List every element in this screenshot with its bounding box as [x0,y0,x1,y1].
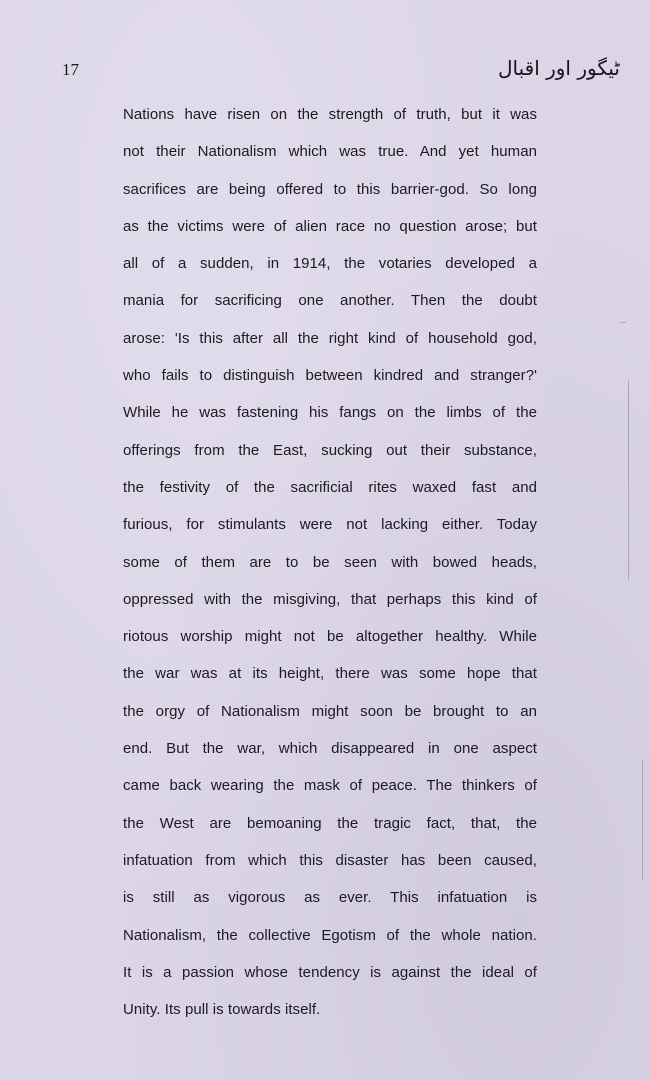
text-line: Nationalism, the collective Egotism of the whole nation. [123,926,537,944]
text-line: sacrifices are being offered to this barrier-god. So long [123,180,537,198]
text-line: the festivity of the sacrificial rites waxed fast and [123,478,537,496]
text-line: is still as vigorous as ever. This infatuation is [123,889,537,907]
scan-margin-mark [628,380,629,580]
body-text [123,96,537,1028]
text-line: riotous worship might not be altogether healthy. While [123,628,537,646]
text-line: It is a passion whose tendency is against the ideal of [123,963,537,981]
text-line: oppressed with the misgiving, that perhaps this kind of [123,590,537,608]
text-line: mania for sacrificing one another. Then the doubt [123,292,537,310]
text-line: came back wearing the mask of peace. The thinkers of [123,777,537,795]
text-line: all of a sudden, in 1914, the votaries developed a [123,255,537,273]
text-line: some of them are to be seen with bowed heads, [123,553,537,571]
scan-margin-mark [642,760,643,880]
text-line: While he was fastening his fangs on the limbs of the [123,404,537,422]
text-line: arose: 'Is this after all the right kind of household god, [123,329,537,347]
text-line: the West are bemoaning the tragic fact, that, the [123,814,537,832]
text-line: Nations have risen on the strength of truth, but it was [123,106,537,123]
text-line: Unity. Its pull is towards itself. [123,1001,321,1019]
text-line: who fails to distinguish between kindred and stranger?' [123,367,537,385]
text-line: infatuation from which this disaster has been caused, [123,851,537,869]
text-line: not their Nationalism which was true. And yet human [123,143,537,161]
text-line: as the victims were of alien race no question arose; but [123,217,537,235]
text-line: the orgy of Nationalism might soon be brought to an [123,702,537,720]
text-line: end. But the war, which disappeared in one aspect [123,740,537,758]
text-line: the war was at its height, there was some hope that [123,665,537,683]
scan-margin-mark [620,322,626,323]
page-number: 17 [62,60,79,79]
running-head-title: ٹیگور اور اقبال [497,56,620,80]
text-line: offerings from the East, sucking out their substance, [123,441,537,459]
text-line: furious, for stimulants were not lacking either. Today [123,516,537,534]
